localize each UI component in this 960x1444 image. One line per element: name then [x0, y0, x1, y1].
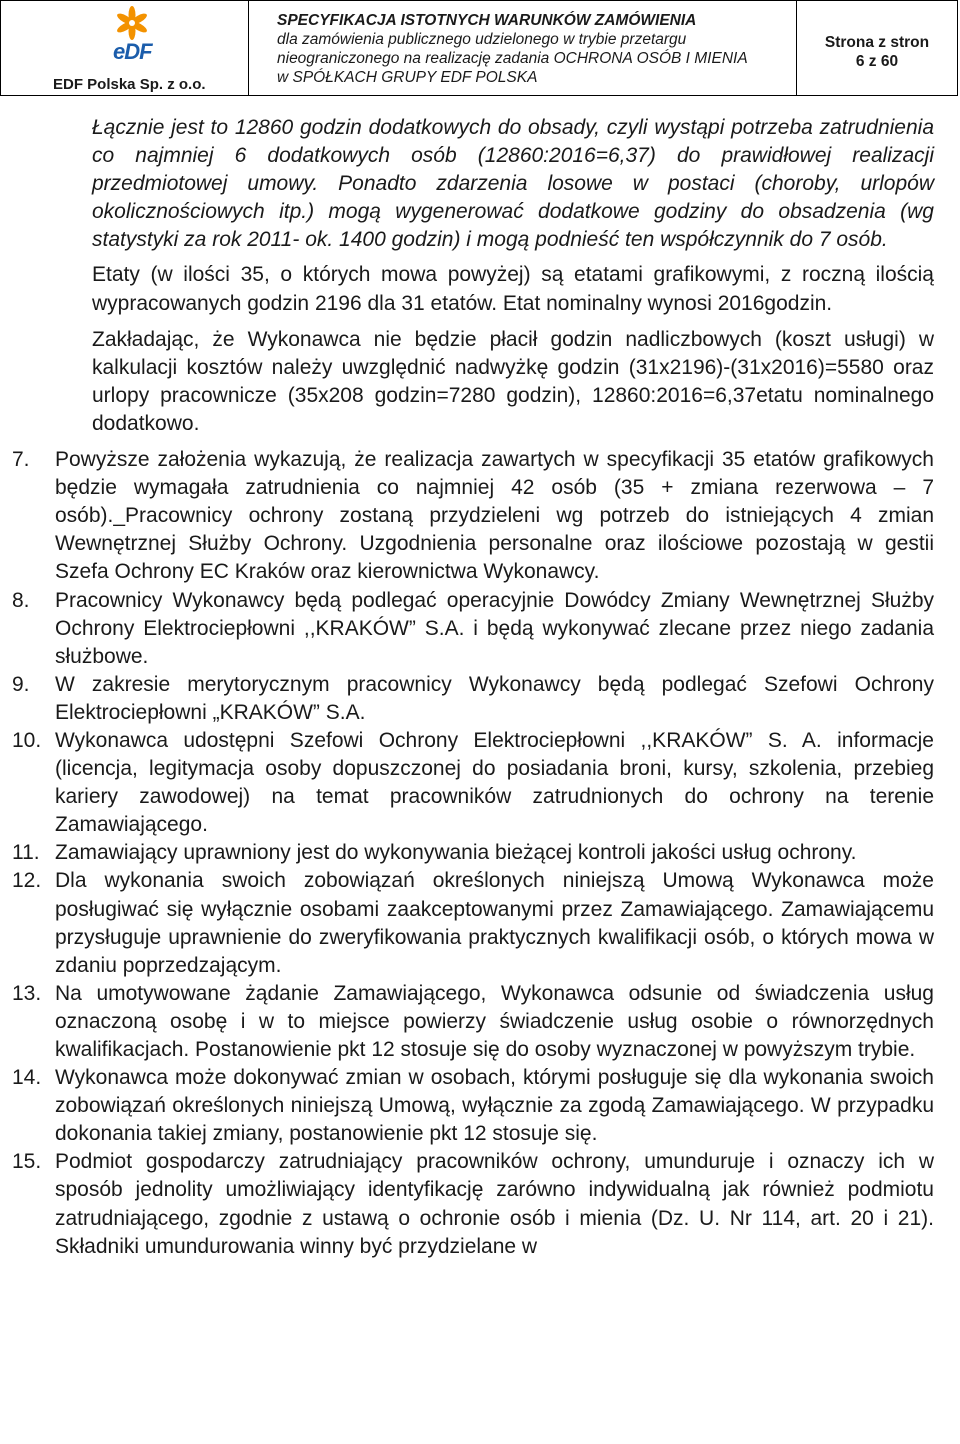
list-item — [12, 867, 934, 979]
page-label: Strona z stron — [824, 34, 930, 51]
list-item-text: Dla wykonania swoich zobowiązań określonych niniejszą Umową Wykonawca może posługiwać się wyłącznie osobami zaakceptowanymi przez Zamawiającego. Zamawiającemu przysługuje uprawnienie do zweryfikowania praktycznych kwalifikacji osób, o których mowa w zdaniu poprzedzającym. — [55, 869, 934, 977]
numbered-list — [12, 446, 934, 1261]
paragraph-etaty: Etaty (w ilości 35, o których mowa powyżej) są etatami grafikowymi, z roczną ilością wypracowanych godzin 2196 dla 31 etatów. Etat nominalny wynosi 2016godzin. — [92, 263, 934, 315]
list-item-number: 9. — [12, 672, 30, 696]
header-title-cell — [249, 1, 797, 95]
spec-subtitle-line: nieograniczonego na realizację zadania OCHRONA OSÓB I MIENIA — [277, 50, 748, 67]
document-header — [0, 0, 958, 96]
edf-logo-text: eDF — [113, 39, 152, 64]
page-number: 6 z 60 — [855, 53, 899, 70]
list-item — [12, 1148, 934, 1260]
list-item-text: Podmiot gospodarczy zatrudniający pracowników ochrony, umunduruje i oznaczy ich w sposób jednolity umożliwiający identyfikację zarówno indywidualną jak również podmiotu zatrudniającego, zgodnie z ustawą o ochronie osób i mienia (Dz. U. Nr 114, art. 20 i 21). Składniki umundurowania winny być przydzielane w — [55, 1150, 934, 1258]
list-item-text: Wykonawca może dokonywać zmian w osobach, którymi posługuje się dla wykonania swoich zobowiązań określonych niniejszą Umową, wyłącznie za zgodą Zamawiającego. W przypadku dokonania takiej zmiany, postanowienie pkt 12 stosuje się. — [55, 1066, 934, 1146]
list-item-number: 8. — [12, 588, 30, 612]
list-item-text: Wykonawca udostępni Szefowi Ochrony Elektrociepłowni ,,KRAKÓW” S. A. informacje (licencja, legitymacja osoby dopuszczonej do posiadania broni, kursy, szkolenia, przebieg kariery zawodowej) na temat pracowników zatrudnionych do ochrony na terenie Zamawiającego. — [55, 728, 934, 837]
list-item-number: 13. — [12, 981, 42, 1005]
list-item-number: 12. — [12, 869, 42, 893]
list-item-number: 11. — [12, 841, 40, 865]
list-item — [12, 446, 934, 586]
list-item-number: 7. — [12, 448, 30, 472]
list-item-number: 14. — [12, 1066, 42, 1090]
list-item — [12, 1064, 934, 1148]
paragraph-zakladajac: Zakładając, że Wykonawca nie będzie płacił godzin nadliczbowych (koszt usługi) w kalkulacji kosztów należy uwzględnić nadwyżkę godzin (31x2196)-(31x2016)=5580 oraz urlopy pracownicze (35x208 godzin=7280 godzin), 12860:2016=6,37etatu nominalnego dodatkowo. — [92, 327, 934, 435]
edf-logo-icon — [106, 5, 158, 41]
list-item-text: Zamawiający uprawniony jest do wykonywania bieżącej kontroli jakości usług ochrony. — [55, 841, 857, 865]
italic-paragraph: Łącznie jest to 12860 godzin dodatkowych do obsady, czyli wystąpi potrzeba zatrudnienia co najmniej 6 dodatkowych osób (12860:2016=6,37) do prawidłowej realizacji przedmiotowej umowy. Ponadto zdarzenia losowe w postaci (choroby, urlopów okolicznościowych itp.) mogą wygenerować dodatkowe godziny do obsadzenia (wg statystyki za rok 2011- ok. 1400 godzin) i mogą podnieść ten współczynnik do 7 osób. — [92, 116, 934, 252]
list-item-text: Pracownicy Wykonawcy będą podlegać operacyjnie Dowódcy Zmiany Wewnętrznej Służby Ochrony Elektrociepłowni ,,KRAKÓW” S.A. i będą wykonywać zlecane przez niego zadania służbowe. — [55, 588, 934, 668]
spec-title: SPECYFIKACJA ISTOTNYCH WARUNKÓW ZAMÓWIENIA — [277, 12, 697, 29]
document-body — [12, 114, 934, 1261]
list-item — [12, 671, 934, 727]
header-logo-cell — [1, 1, 249, 95]
spec-subtitle-line: dla zamówienia publicznego udzielonego w trybie przetargu — [277, 31, 687, 48]
company-name: EDF Polska Sp. z o.o. — [53, 76, 206, 93]
list-item — [12, 727, 934, 839]
list-item — [12, 587, 934, 671]
list-item — [12, 980, 934, 1064]
list-item-number: 15. — [12, 1150, 42, 1174]
list-item-text: Powyższe założenia wykazują, że realizacja zawartych w specyfikacji 35 etatów grafikowych będzie wymagała zatrudnienia co najmniej 42 osób (35 + zmiana rezerwowa – 7 osób)._Pracownicy ochrony zostaną przydzieleni wg potrzeb do istniejących 4 zmian Wewnętrznej Służby Ochrony. Uzgodnienia personalne oraz ilościowe pozostają w gestii Szefa Ochrony EC Kraków oraz kierownictwa Wykonawcy. — [55, 448, 934, 584]
list-item — [12, 839, 934, 867]
list-item-text: W zakresie merytorycznym pracownicy Wykonawcy będą podlegać Szefowi Ochrony Elektrociepłowni „KRAKÓW” S.A. — [55, 672, 934, 724]
list-item-text: Na umotywowane żądanie Zamawiającego, Wykonawca odsunie od świadczenia usług oznaczoną osobę i w to miejsce powierzy świadczenie usług osobie o równorzędnych kwalifikacjach. Postanowienie pkt 12 stosuje się do osoby wyznaczonej w powyższym trybie. — [55, 981, 934, 1061]
spec-subtitle-line: w SPÓŁKACH GRUPY EDF POLSKA — [277, 69, 538, 86]
list-item-number: 10. — [12, 728, 42, 752]
header-page-cell — [797, 1, 957, 95]
